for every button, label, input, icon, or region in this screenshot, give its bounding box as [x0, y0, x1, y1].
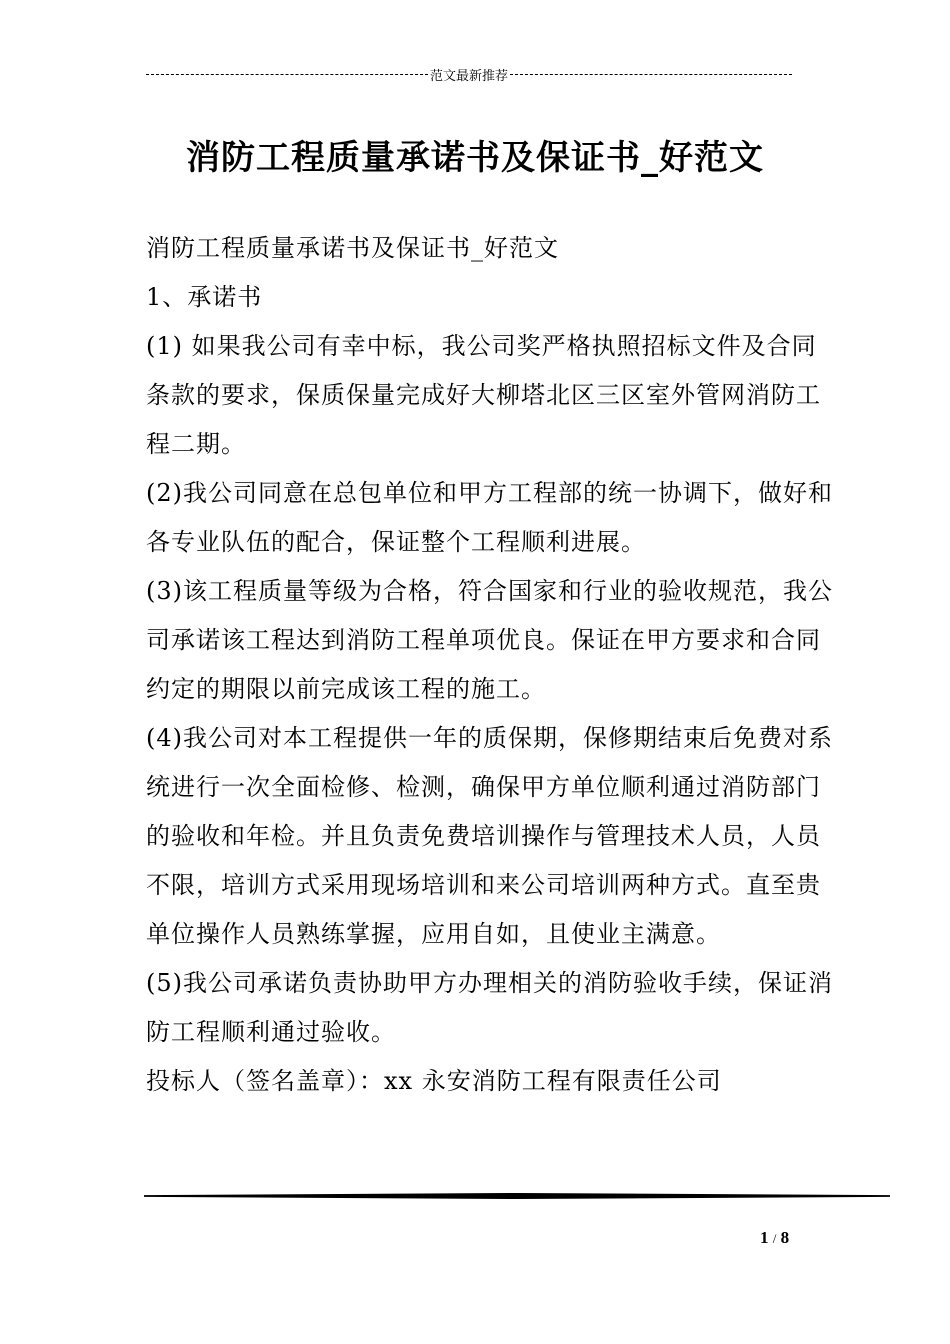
paragraph-item-3: (3)该工程质量等级为合格，符合国家和行业的验收规范，我公司承诺该工程达到消防工程单项优良。保证在甲方要求和合同约定的期限以前完成该工程的施工。	[146, 577, 833, 703]
page-header	[146, 64, 792, 84]
paragraph-item-5: (5)我公司承诺负责协助甲方办理相关的消防验收手续，保证消防工程顺利通过验收。	[146, 969, 833, 1046]
paragraph-section-heading: 1、承诺书	[146, 283, 263, 311]
paragraph-item-2: (2)我公司同意在总包单位和甲方工程部的统一协调下，做好和各专业队伍的配合，保证整个工程顺利进展。	[146, 479, 833, 556]
paragraph-subtitle: 消防工程质量承诺书及保证书_好范文	[146, 234, 559, 262]
document-body	[146, 224, 836, 1106]
paragraph-item-4: (4)我公司对本工程提供一年的质保期，保修期结束后免费对系统进行一次全面检修、检测，确保甲方单位顺利通过消防部门的验收和年检。并且负责免费培训操作与管理技术人员，人员不限，培训方式采用现场培训和来公司培训两种方式。直至贵单位操作人员熟练掌握，应用自如，且使业主满意。	[146, 724, 833, 948]
paragraph-item-1: (1) 如果我公司有幸中标，我公司奖严格执照招标文件及合同条款的要求，保质保量完成好大柳塔北区三区室外管网消防工程二期。	[146, 332, 821, 458]
header-rule-right	[510, 74, 792, 75]
footer-rule	[144, 1193, 890, 1199]
document-title: 消防工程质量承诺书及保证书_好范文	[186, 138, 764, 178]
header-rule-left	[146, 74, 428, 75]
page-number	[760, 1228, 820, 1248]
page-total: 8	[780, 1228, 790, 1247]
page-current: 1	[760, 1228, 769, 1247]
page-separator: /	[772, 1231, 777, 1246]
paragraph-signature: 投标人（签名盖章）：xx 永安消防工程有限责任公司	[146, 1067, 722, 1095]
header-label: 范文最新推荐	[430, 68, 509, 84]
